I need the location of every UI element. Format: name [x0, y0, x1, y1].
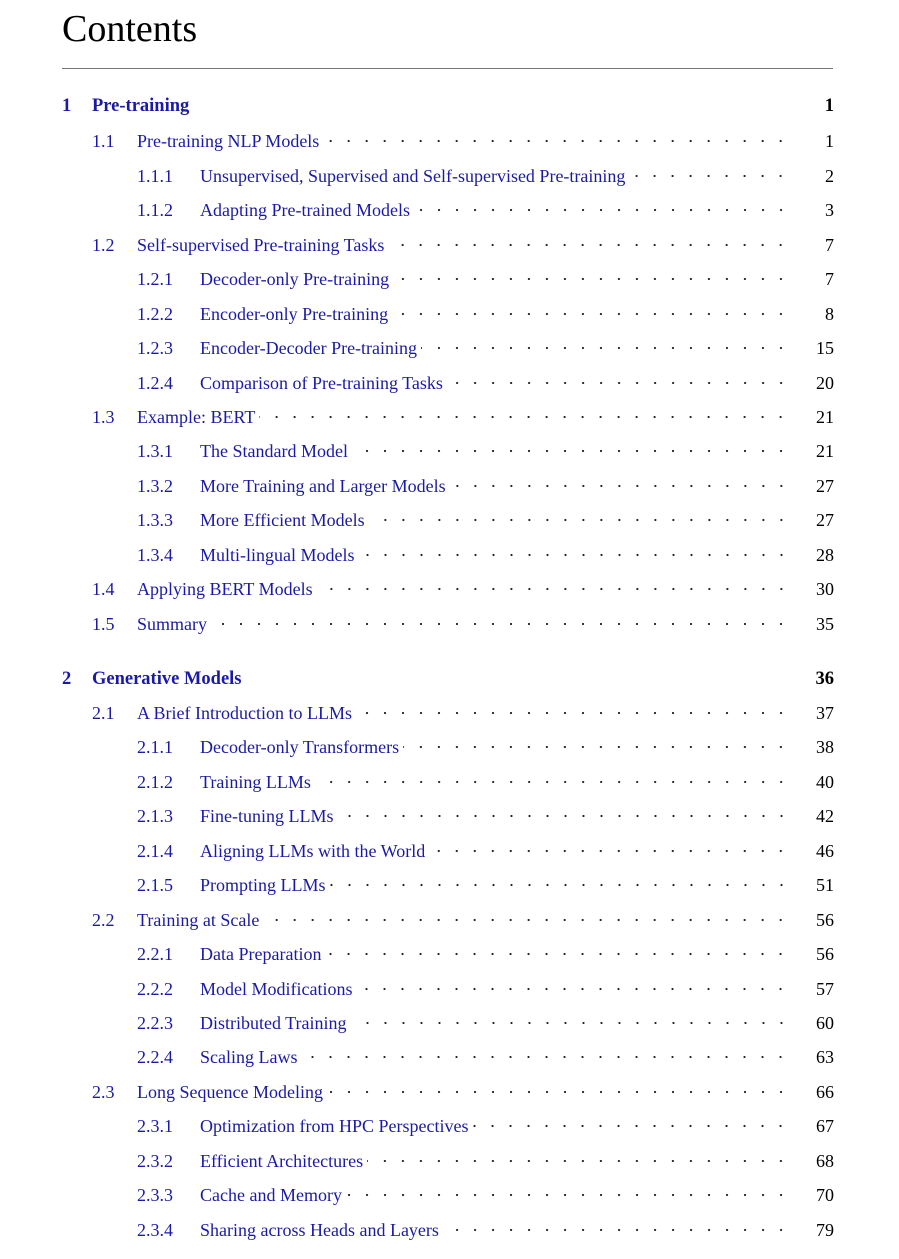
toc-entry-label: Aligning LLMs with the World [200, 840, 426, 861]
dot-leader [367, 1147, 794, 1175]
dot-leader [325, 940, 794, 968]
toc-subsection-entry[interactable] [137, 334, 834, 362]
toc-entry-number: 2.2.1 [137, 943, 173, 964]
toc-section-entry[interactable] [92, 575, 834, 603]
dot-leader [421, 334, 794, 362]
toc-entry-number: 2.1.4 [137, 840, 173, 861]
toc-entry-label: Scaling Laws [200, 1046, 298, 1067]
toc-page-number: 27 [816, 475, 834, 496]
toc-entry-label: Model Modifications [200, 978, 353, 999]
dot-leader [414, 196, 794, 224]
toc-subsection-entry[interactable] [137, 1181, 834, 1209]
toc-subsection-entry[interactable] [137, 1112, 834, 1140]
dot-leader [352, 437, 794, 465]
toc-entry-number: 1.2 [92, 234, 115, 255]
toc-entry-label: Generative Models [92, 668, 242, 689]
toc-section-entry[interactable] [92, 127, 834, 155]
toc-section-entry[interactable] [92, 699, 834, 727]
toc-page-number: 8 [825, 303, 834, 324]
toc-entry-label: Training LLMs [200, 771, 311, 792]
toc-entry-label: Pre-training [92, 95, 190, 116]
toc-entry-label: Summary [137, 613, 207, 634]
toc-page-number: 68 [816, 1150, 834, 1171]
toc-page-number: 36 [815, 668, 834, 689]
dot-leader [323, 127, 794, 155]
toc-entry-number: 2.2 [92, 909, 115, 930]
toc-page-number: 37 [816, 702, 834, 723]
toc-entry-number: 2.1.1 [137, 736, 173, 757]
toc-entry-label: Encoder-Decoder Pre-training [200, 337, 418, 358]
dot-leader [393, 265, 794, 293]
dot-leader [429, 837, 794, 865]
toc-entry-label: Cache and Memory [200, 1184, 342, 1205]
toc-subsection-entry[interactable] [137, 472, 834, 500]
toc-entry-number: 1.1.2 [137, 199, 173, 220]
dot-leader [263, 906, 794, 934]
toc-entry-label: Efficient Architectures [200, 1150, 364, 1171]
toc-entry-number: 1.2.2 [137, 303, 173, 324]
toc-entry-label: Encoder-only Pre-training [200, 303, 389, 324]
toc-page-number: 40 [816, 771, 834, 792]
dot-leader [193, 92, 794, 120]
toc-page-number: 46 [816, 840, 834, 861]
toc-page-number: 1 [825, 130, 834, 151]
dot-leader [246, 665, 795, 693]
toc-entry-label: Decoder-only Pre-training [200, 268, 390, 289]
toc-entry-number: 1.3.2 [137, 475, 173, 496]
toc-page-number: 70 [816, 1184, 834, 1205]
toc-chapter-entry[interactable] [62, 665, 834, 693]
toc-page-number: 66 [816, 1081, 834, 1102]
toc-entry-number: 1 [62, 95, 72, 116]
toc-section-entry[interactable] [92, 610, 834, 638]
toc-page-number: 20 [816, 372, 834, 393]
toc-entry-number: 1.2.4 [137, 372, 173, 393]
dot-leader [327, 1078, 794, 1106]
toc-subsection-entry[interactable] [137, 975, 834, 1003]
toc-entry-number: 2.2.4 [137, 1046, 173, 1067]
toc-entry-label: More Training and Larger Models [200, 475, 446, 496]
toc-entry-number: 1.4 [92, 578, 115, 599]
toc-entry-label: Example: BERT [137, 406, 256, 427]
toc-page-number: 27 [816, 509, 834, 530]
dot-leader [330, 871, 794, 899]
dot-leader [356, 699, 794, 727]
toc-page-number: 30 [816, 578, 834, 599]
toc-page-number: 60 [816, 1012, 834, 1033]
toc-chapter-entry[interactable] [62, 92, 834, 120]
toc-entry-label: Data Preparation [200, 943, 322, 964]
toc-entry-number: 1.3.1 [137, 440, 173, 461]
toc-entry-label: Comparison of Pre-training Tasks [200, 372, 443, 393]
dot-leader [346, 1181, 794, 1209]
toc-subsection-entry[interactable] [137, 437, 834, 465]
toc-page-number: 51 [816, 874, 834, 895]
dot-leader [301, 1043, 794, 1071]
toc-subsection-entry[interactable] [137, 1009, 834, 1037]
toc-entry-number: 2.3.4 [137, 1219, 173, 1240]
toc-page-number: 1 [824, 95, 834, 116]
toc-entry-label: Training at Scale [137, 909, 260, 930]
toc-entry-label: Long Sequence Modeling [137, 1081, 323, 1102]
toc-page-number: 21 [816, 440, 834, 461]
toc-section-entry[interactable] [92, 403, 834, 431]
toc-page-number: 3 [825, 199, 834, 220]
toc-entry-label: Pre-training NLP Models [137, 130, 320, 151]
toc-entry-label: A Brief Introduction to LLMs [137, 702, 352, 723]
toc-entry-label: Decoder-only Transformers [200, 736, 400, 757]
toc-subsection-entry[interactable] [137, 1216, 834, 1244]
toc-entry-label: Fine-tuning LLMs [200, 805, 334, 826]
toc-page-number: 15 [816, 337, 834, 358]
toc-entry-number: 2.1.3 [137, 805, 173, 826]
toc-entry-number: 2.3.2 [137, 1150, 173, 1171]
toc-entry-number: 2.2.3 [137, 1012, 173, 1033]
toc-subsection-entry[interactable] [137, 837, 834, 865]
dot-leader [359, 541, 795, 569]
dot-leader [403, 733, 794, 761]
toc-entry-label: Sharing across Heads and Layers [200, 1219, 439, 1240]
toc-entry-label: Prompting LLMs [200, 874, 326, 895]
dot-leader [338, 802, 795, 830]
toc-entry-label: Applying BERT Models [137, 578, 313, 599]
toc-subsection-entry[interactable] [137, 196, 834, 224]
toc-entry-number: 1.2.1 [137, 268, 173, 289]
toc-section-entry[interactable] [92, 231, 834, 259]
page-title: Contents [62, 8, 198, 50]
toc-page-number: 28 [816, 544, 834, 565]
toc-subsection-entry[interactable] [137, 768, 834, 796]
toc-entry-number: 2 [62, 668, 72, 689]
dot-leader [392, 300, 794, 328]
toc-subsection-entry[interactable] [137, 733, 834, 761]
toc-entry-label: Optimization from HPC Perspectives [200, 1115, 469, 1136]
dot-leader [356, 975, 794, 1003]
dot-leader [259, 403, 794, 431]
toc-page-number: 63 [816, 1046, 834, 1067]
toc-entry-label: The Standard Model [200, 440, 348, 461]
toc-subsection-entry[interactable] [137, 940, 834, 968]
toc-entry-number: 2.3 [92, 1081, 115, 1102]
toc-entry-number: 2.1.2 [137, 771, 173, 792]
dot-leader [211, 610, 794, 638]
toc-entry-number: 1.5 [92, 613, 115, 634]
toc-page-number: 38 [816, 736, 834, 757]
toc-section-entry[interactable] [92, 1078, 834, 1106]
toc-entry-label: Self-supervised Pre-training Tasks [137, 234, 385, 255]
toc-section-entry[interactable] [92, 906, 834, 934]
toc-page-number: 7 [825, 268, 834, 289]
toc-subsection-entry[interactable] [137, 506, 834, 534]
toc-subsection-entry[interactable] [137, 1043, 834, 1071]
title-divider [62, 68, 833, 69]
toc-entry-number: 2.1 [92, 702, 115, 723]
toc-page-number: 57 [816, 978, 834, 999]
toc-entry-number: 2.2.2 [137, 978, 173, 999]
dot-leader [443, 1216, 794, 1244]
toc-entry-label: Multi-lingual Models [200, 544, 355, 565]
toc-entry-number: 1.3 [92, 406, 115, 427]
dot-leader [472, 1112, 794, 1140]
toc-subsection-entry[interactable] [137, 871, 834, 899]
toc-entry-number: 1.2.3 [137, 337, 173, 358]
toc-entry-number: 2.3.1 [137, 1115, 173, 1136]
toc-page-number: 67 [816, 1115, 834, 1136]
toc-subsection-entry[interactable] [137, 265, 834, 293]
toc-entry-number: 2.3.3 [137, 1184, 173, 1205]
dot-leader [369, 506, 794, 534]
toc-page-number: 21 [816, 406, 834, 427]
toc-subsection-entry[interactable] [137, 162, 834, 190]
toc-page-number: 7 [825, 234, 834, 255]
toc-entry-label: Unsupervised, Supervised and Self-supervised Pre-training [200, 165, 626, 186]
dot-leader [450, 472, 794, 500]
toc-entry-label: More Efficient Models [200, 509, 365, 530]
toc-entry-number: 1.1.1 [137, 165, 173, 186]
toc-page-number: 2 [825, 165, 834, 186]
toc-subsection-entry[interactable] [137, 1147, 834, 1175]
toc-entry-label: Distributed Training [200, 1012, 347, 1033]
dot-leader [388, 231, 794, 259]
toc-entry-number: 2.1.5 [137, 874, 173, 895]
toc-page-number: 42 [816, 805, 834, 826]
dot-leader [629, 162, 794, 190]
toc-subsection-entry[interactable] [137, 369, 834, 397]
toc-entry-number: 1.3.4 [137, 544, 173, 565]
dot-leader [351, 1009, 794, 1037]
toc-page-number: 35 [816, 613, 834, 634]
toc-subsection-entry[interactable] [137, 300, 834, 328]
toc-page-number: 79 [816, 1219, 834, 1240]
dot-leader [317, 575, 794, 603]
toc-page-number: 56 [816, 943, 834, 964]
toc-entry-number: 1.1 [92, 130, 115, 151]
toc-subsection-entry[interactable] [137, 541, 834, 569]
dot-leader [315, 768, 794, 796]
toc-entry-label: Adapting Pre-trained Models [200, 199, 410, 220]
toc-subsection-entry[interactable] [137, 802, 834, 830]
toc-page-number: 56 [816, 909, 834, 930]
toc-entry-number: 1.3.3 [137, 509, 173, 530]
dot-leader [447, 369, 794, 397]
